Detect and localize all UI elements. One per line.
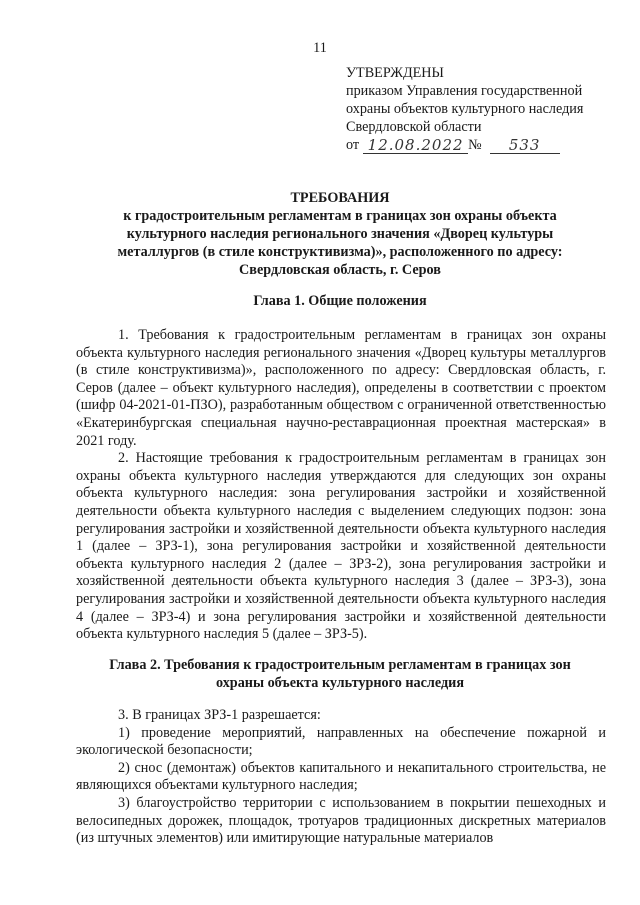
chapter-2-heading xyxy=(70,656,610,692)
title-line: Свердловская область, г. Серов xyxy=(239,262,441,278)
approval-line: охраны объектов культурного наследия xyxy=(346,101,584,117)
chapter-2-heading-line: охраны объекта культурного наследия xyxy=(215,675,465,691)
document-title xyxy=(70,189,610,279)
number-prefix: № xyxy=(468,137,482,153)
paragraph: 3) благоустройство территории с использованием в покрытии пешеходных и велосипедных дорожек, площадок, тротуаров традиционных дискретных материалов (из штучных элементов) или имитирующие натуральные материалов xyxy=(76,794,606,847)
approval-line: Свердловской области xyxy=(346,119,482,135)
handwritten-date: 12.08.2022 xyxy=(363,137,468,154)
title-line: металлургов (в стиле конструктивизма)», расположенного по адресу: xyxy=(117,244,563,260)
page-number: 11 xyxy=(313,40,327,56)
title-heading: ТРЕБОВАНИЯ xyxy=(290,190,390,206)
paragraph: 2) снос (демонтаж) объектов капитального и некапитального строительства, не являющихся объектами культурного наследия; xyxy=(76,759,606,794)
approval-date-number-line xyxy=(346,136,616,154)
approval-block xyxy=(346,64,616,154)
chapter-2-body xyxy=(76,707,606,848)
chapter-1-heading: Глава 1. Общие положения xyxy=(253,293,427,309)
title-line: к градостроительным регламентам в границах зон охраны объекта xyxy=(123,208,557,224)
paragraph: 1) проведение мероприятий, направленных на обеспечение пожарной и экологической безопасности; xyxy=(76,724,606,759)
paragraph: 1. Требования к градостроительным регламентам в границах зон охраны объекта культурного наследия регионального значения «Дворец культуры металлургов (в стиле конструктивизма)», расположенного по адресу: Свердловская область, г. Серов (далее – объект культурного наследия), определены в соответствии с проектом (шифр 04-2021-01-ПЗО), разработанным обществом с ограниченной ответственностью «Екатеринбургская специальная научно-реставрационная проектная мастерская» в 2021 году. xyxy=(76,327,606,449)
paragraph: 3. В границах ЗРЗ-1 разрешается: xyxy=(118,707,321,723)
approval-heading: УТВЕРЖДЕНЫ xyxy=(346,65,444,81)
approval-line: приказом Управления государственной xyxy=(346,83,583,99)
handwritten-number: 533 xyxy=(490,137,560,154)
date-prefix: от xyxy=(346,137,360,153)
chapter-1-body xyxy=(76,327,606,644)
paragraph: 2. Настоящие требования к градостроительным регламентам в границах зон охраны объекта культурного наследия утверждаются для следующих зон охраны объекта культурного наследия: зона регулирования застройки и хозяйственной деятельности объекта культурного наследия с выделением следующих подзон: зона регулирования застройки и хозяйственной деятельности объекта культурного наследия 1 (далее – ЗРЗ-1), зона регулирования застройки и хозяйственной деятельности объекта культурного наследия 2 (далее – ЗРЗ-2), зона регулирования застройки и хозяйственной деятельности объекта культурного наследия 3 (далее – ЗРЗ-3), зона регулирования застройки и хозяйственной деятельности объекта культурного наследия 4 (далее – ЗРЗ-4) и зона регулирования застройки и хозяйственной деятельности объекта культурного наследия 5 (далее – ЗРЗ-5). xyxy=(76,450,606,643)
title-line: культурного наследия регионального значения «Дворец культуры xyxy=(126,226,554,242)
chapter-2-heading-line: Глава 2. Требования к градостроительным регламентам в границах зон xyxy=(109,657,571,673)
